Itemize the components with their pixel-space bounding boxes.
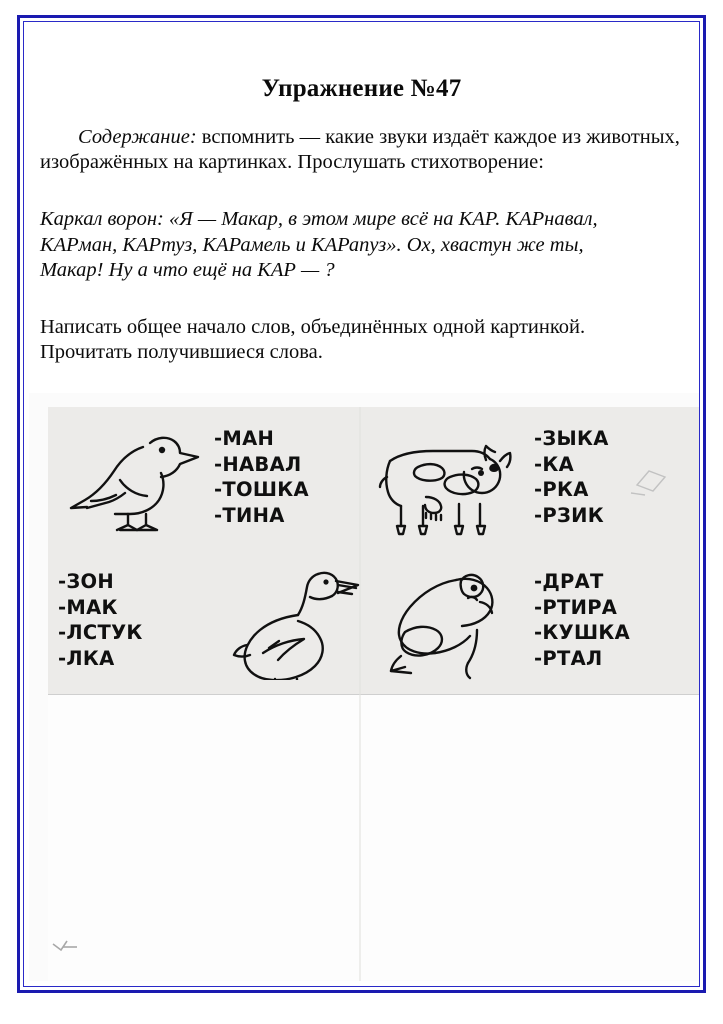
scanned-worksheet (29, 393, 699, 981)
word-item: -МАК (58, 595, 118, 619)
word-item: -РЗИК (534, 503, 604, 527)
goose-icon (223, 560, 373, 680)
word-item: -РКА (534, 478, 589, 501)
crow-icon (58, 417, 208, 537)
word-list-cow (528, 426, 698, 528)
poem-line-1: Каркал ворон: «Я — Макар, в этом мире всё на КАР. КАРнавал, (40, 208, 598, 230)
task-paragraph (24, 315, 699, 365)
frog-icon (378, 560, 528, 680)
scan-lower-panel (48, 694, 699, 981)
word-item: -ТИНА (214, 503, 285, 527)
word-item: -ЛСТУК (58, 621, 143, 644)
intro-paragraph (24, 125, 699, 175)
word-list-crow (208, 426, 373, 528)
word-item: -ЗЫКА (534, 427, 609, 450)
cow-icon (378, 417, 528, 537)
task-line-2: Прочитать получившиеся слова. (40, 340, 323, 363)
exercise-item-crow (58, 413, 373, 541)
page-border-outer (17, 15, 706, 993)
word-item: -МАН (214, 427, 275, 450)
word-item: -ЗОН (58, 570, 115, 593)
poem-block (24, 207, 699, 284)
task-line-1: Написать общее начало слов, объединённых одной картинкой. (40, 315, 586, 338)
word-item: -ТОШКА (214, 478, 309, 501)
poem-line-2: КАРман, КАРтуз, КАРамель и КАРапуз». Ох, хвастун же ты, (40, 233, 584, 256)
exercise-item-frog (378, 555, 698, 685)
word-item: -ДРАТ (534, 570, 604, 593)
intro-text: вспомнить — какие звуки издаёт каждое из животных, изображённых на картинках. Прослушать стихотворение: (40, 126, 680, 173)
exercise-item-cow (378, 413, 698, 541)
page-content (24, 22, 699, 986)
word-item: -РТИРА (534, 595, 618, 619)
word-list-frog (528, 569, 698, 671)
page-title: Упражнение №47 (261, 75, 462, 102)
intro-term: Содержание: (78, 126, 197, 148)
word-list-goose (58, 569, 223, 671)
poem-line-3: Макар! Ну а что ещё на КАР — ? (40, 259, 335, 281)
exercise-grid (48, 407, 699, 694)
word-item: -КУШКА (534, 621, 630, 644)
word-item: -РТАЛ (534, 646, 603, 670)
word-item: -КА (534, 452, 575, 476)
exercise-item-goose (58, 555, 373, 685)
word-item: -НАВАЛ (214, 452, 302, 476)
word-item: -ЛКА (58, 646, 115, 670)
page-border-inner (23, 21, 700, 987)
